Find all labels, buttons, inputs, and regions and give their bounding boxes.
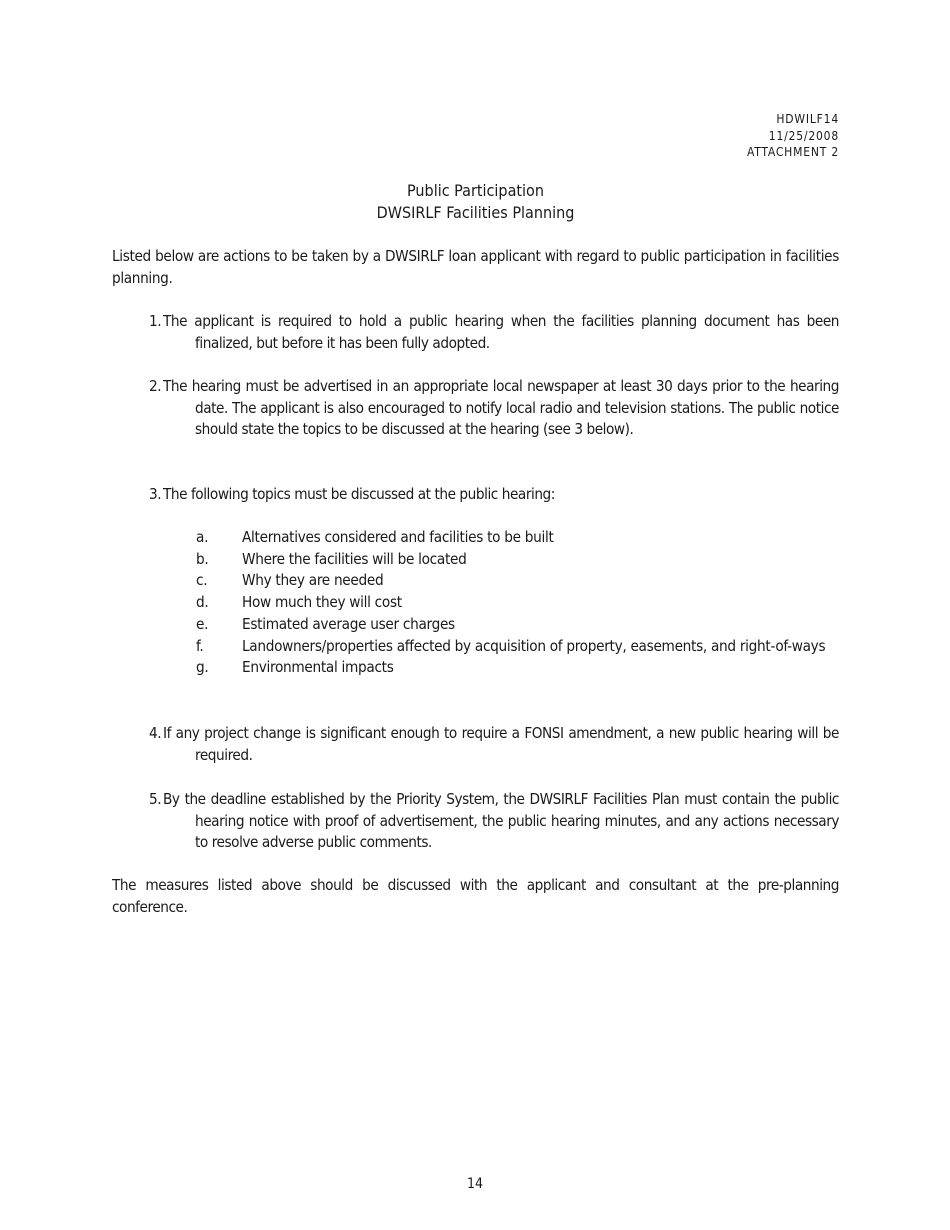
item-text [149,311,839,354]
document-header [747,111,839,161]
list-item [149,376,839,441]
intro-paragraph: Listed below are actions to be taken by a DWSIRLF loan applicant with regard to public participation in facilities planning. [112,247,839,287]
topic-item [196,614,839,636]
title-line-1: Public Participation [407,181,544,200]
topic-letter: f. [196,636,204,655]
topic-item [196,549,839,571]
item-text-content: If any project change is significant enough to require a FONSI amendment, a new public hearing will be required. [163,724,839,764]
topic-text: Environmental impacts [242,658,394,677]
topic-text: Estimated average user charges [242,614,455,633]
item-number: 3. [149,485,162,503]
topic-letter: d. [196,593,209,612]
topics-list [196,527,839,679]
list-item [149,789,839,854]
list-item [149,484,839,506]
item-number: 5. [149,790,162,808]
item-text [149,376,839,441]
item-text-content: The applicant is required to hold a public hearing when the facilities planning document has been finalized, but before it has been fully adopted. [163,312,839,352]
topic-item [196,570,839,592]
closing-paragraph: The measures listed above should be discussed with the applicant and consultant at the pre-planning conference. [112,876,839,916]
item-text-content: The following topics must be discussed at the public hearing: [163,485,555,503]
topic-item [196,527,839,549]
topic-letter: c. [196,571,208,590]
topic-item [196,636,839,658]
topic-item [196,657,839,679]
page-number: 14 [466,1176,484,1192]
item-text [149,789,839,854]
item-text [149,484,839,506]
list-item [149,723,839,766]
topic-letter: b. [196,549,209,568]
item-text [149,723,839,766]
item-number: 1. [149,312,162,330]
topic-text: Alternatives considered and facilities to be built [242,528,554,546]
topic-text: Why they are needed [242,571,384,590]
item-text-content: By the deadline established by the Priority System, the DWSIRLF Facilities Plan must contain the public hearing notice with proof of advertisement, the public hearing minutes, and any actions necessary to resolve adverse public comments. [163,790,839,852]
list-item [149,311,839,354]
doc-date: 11/25/2008 [768,128,839,143]
topic-text: Where the facilities will be located [242,549,467,568]
attachment-label: ATTACHMENT 2 [746,145,839,159]
topic-text: Landowners/properties affected by acquisition of property, easements, and right-of-ways [242,636,826,655]
title-line-2: DWSIRLF Facilities Planning [376,203,575,222]
topic-text: How much they will cost [242,593,402,612]
topic-letter: g. [196,658,209,677]
document-title [112,180,839,224]
item-number: 2. [149,377,162,395]
item-text-content: The hearing must be advertised in an appropriate local newspaper at least 30 days prior to the hearing date. The applicant is also encouraged to notify local radio and television stations. The public notice should state the topics to be discussed at the hearing (see 3 below). [163,377,839,439]
topic-letter: a. [196,528,209,546]
topic-letter: e. [196,614,209,633]
item-number: 4. [149,724,162,742]
doc-code: HDWILF14 [776,112,839,126]
topic-item [196,592,839,614]
